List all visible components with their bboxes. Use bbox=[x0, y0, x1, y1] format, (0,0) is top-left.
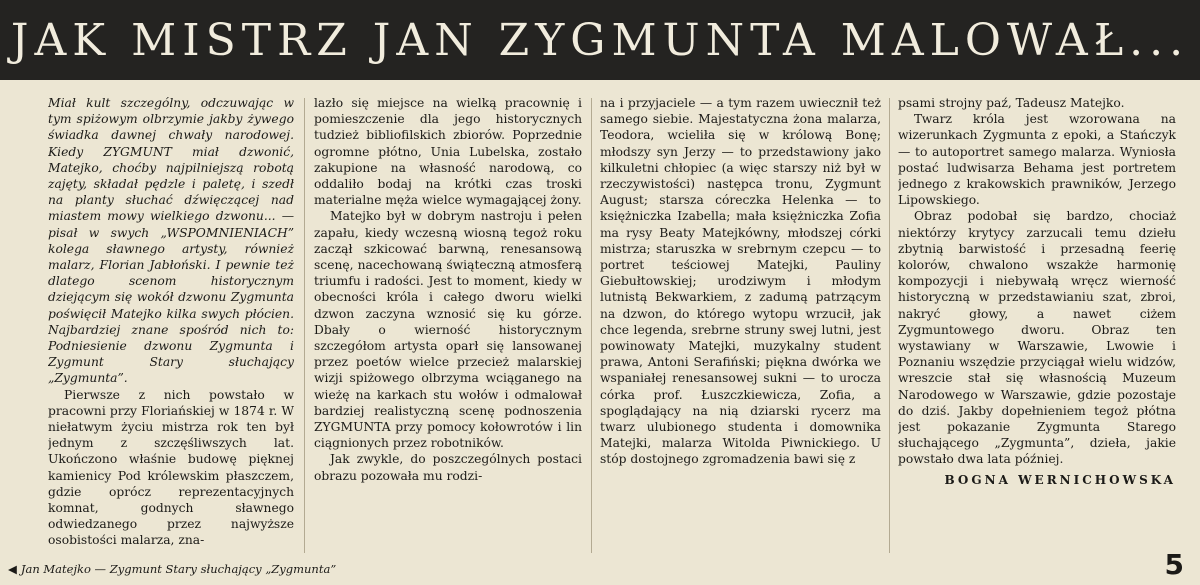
column-divider bbox=[304, 98, 305, 553]
paragraph: Twarz króla jest wzorowana na wizerunkach Zygmunta z epoki, a Stańczyk — to autoportret samego malarza. Wyniosła postać ludwisarza Behama jest portretem jednego z krakowskich prawników, Jerzego Lipowskiego. bbox=[898, 112, 1176, 208]
paragraph: lazło się miejsce na wielką pracownię i pomieszczenie dla jego historycznych tudzież bibliofilskich zbiorów. Poprzednie ogromne płótno, Unia Lubelska, zostało zakupione na własność narodową, co oddaliło bodaj na krótki czas troski materialne męża wielce wymagającej żony. bbox=[314, 96, 582, 208]
image-caption bbox=[8, 562, 336, 576]
paragraph: Miał kult szczególny, odczuwając w tym spiżowym olbrzymie jakby żywego świadka dawnej chwały narodowej. Kiedy ZYGMUNT miał dzwonić, Matejko, choćby najpilniejszą robotą zajęty, składał pędzle i paletę, i szedł na planty słuchać dźwięczącej nad miastem mowy wielkiego dzwonu... — pisał w swych „WSPOMNIENIACH” kolega sławnego artysty, również malarz, Florian Jabłoński. I pewnie też dlatego scenom historycznym dziejącym się wokół dzwonu Zygmunta poświęcił Matejko kilka swych płócien. Najbardziej znane spośród nich to: Podniesienie dzwonu Zygmunta i Zygmunt Stary słuchający „Zygmunta”. bbox=[48, 96, 294, 386]
paragraph: na i przyjaciele — a tym razem uwiecznił też samego siebie. Majestatyczna żona malarza, Teodora, wcieliła się w królową Bonę; młodszy syn Jerzy — to przedstawiony jako kilkuletni chłopiec (a więc starszy niż był w rzeczywistości) następca tronu, Zygmunt August; starsza córeczka Helenka — to księżniczka Izabella; mała księżniczka Zofia ma rysy Beaty Matejkówny, młodszej córki mistrza; staruszka w srebrnym czepcu — to portret teściowej Matejki, Pauliny Giebułtowskiej; urodziwym i młodym lutnistą Bekwarkiem, z zadumą patrzącym na dzwon, do którego wytopu wrzucił, jak chce legenda, srebrne struny swej lutni, jest powinowaty Matejki, muzykalny student prawa, Antoni Serafiński; piękna dwórka we wspaniałej renesansowej sukni — to urocza córka prof. Łuszczkiewicza, Zofia, a spoglądający na nią dziarski rycerz ma twarz ulubionego studenta i domownika Matejki, malarza Witolda Piwnickiego. U stóp dostojnego zgromadzenia bawi się z bbox=[600, 96, 881, 467]
caption-arrow-icon: ◀ bbox=[8, 562, 17, 576]
paragraph: Matejko był w dobrym nastroju i pełen zapału, kiedy wczesną wiosną tegoż roku zaczął szkicować barwną, renesansową scenę, nacechowaną świąteczną atmosferą triumfu i radości. Jest to moment, kiedy w obecności króla i całego dworu wielki dzwon zaczyna wznosić się ku górze. Dbały o wierność historycznym szczegółom artysta oparł się lansowanej przez poetów wielce przecież malarskiej wizji spiżowego olbrzyma wciąganego na wieżę na karkach stu wołów i odmalował bardziej realistyczną scenę podnoszenia ZYGMUNTA przy pomocy kołowrotów i lin ciągnionych przez robotników. bbox=[314, 209, 582, 451]
column-1 bbox=[48, 95, 294, 555]
column-divider bbox=[591, 98, 592, 553]
article-title: JAK MISTRZ JAN ZYGMUNTA MALOWAŁ... bbox=[10, 14, 1190, 66]
column-3 bbox=[600, 95, 881, 555]
paragraph: Pierwsze z nich powstało w pracowni przy Floriańskiej w 1874 r. W niełatwym życiu mistrza rok ten był jednym z szczęśliwszych lat. Ukończono właśnie budowę pięknej kamienicy Pod królewskim płaszczem, gdzie oprócz reprezentacyjnych komnat, godnych sławnego odwiedzanego przez najwyższe osobistości malarza, zna- bbox=[48, 387, 294, 548]
paragraph: Obraz podobał się bardzo, chociaż niektórzy krytycy zarzucali temu dziełu zbytnią barwistość i przesadną feerię kolorów, chwalono wszakże harmonię kompozycji i niebywałą wręcz wierność historyczną w przedstawianiu szat, zbroi, nakryć głowy, a nawet ciżem Zygmuntowego dworu. Obraz ten wystawiany w Warszawie, Lwowie i Poznaniu wszędzie przyciągał wielu widzów, wreszcie stał się własnością Muzeum Narodowego w Warszawie, gdzie pozostaje do dziś. Jakby dopełnieniem tegoż płótna jest pokazanie Zygmunta Starego słuchającego „Zygmunta”, dzieła, jakie powstało dwa lata później. bbox=[898, 209, 1176, 467]
author-signature: BOGNA WERNICHOWSKA bbox=[944, 472, 1176, 487]
column-4 bbox=[898, 95, 1176, 555]
article-body bbox=[0, 95, 1200, 555]
page-number: 5 bbox=[1164, 548, 1184, 581]
paragraph: psami strojny paź, Tadeusz Matejko. bbox=[898, 96, 1125, 110]
title-banner bbox=[0, 0, 1200, 80]
paragraph: Jak zwykle, do poszczególnych postaci obrazu pozowała mu rodzi- bbox=[314, 452, 582, 483]
caption-text: Jan Matejko — Zygmunt Stary słuchający „Zygmunta” bbox=[20, 562, 337, 576]
column-2 bbox=[314, 95, 582, 555]
column-divider bbox=[889, 98, 890, 553]
